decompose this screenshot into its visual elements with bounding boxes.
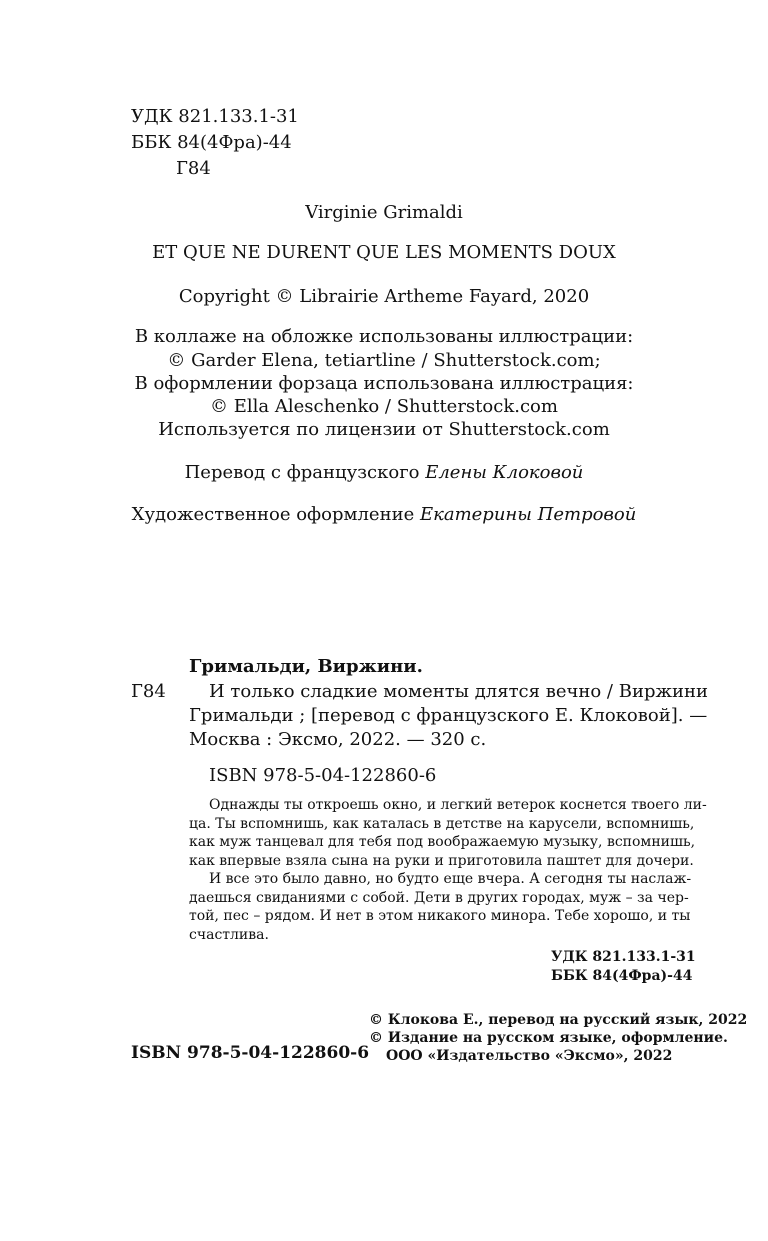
annotation-line: счастлива. — [189, 926, 269, 943]
udk-code: УДК 821.133.1-31 — [131, 106, 299, 127]
isbn-bottom: ISBN 978-5-04-122860-6 — [131, 1043, 370, 1063]
annotation — [189, 796, 707, 944]
original-copyright: Copyright © Librairie Artheme Fayard, 2020 — [178, 286, 590, 307]
annotation-line: как впервые взяла сына на руки и приготовила паштет для дочери. — [189, 852, 694, 869]
illustration-line-1: В коллаже на обложке использованы иллюстрации: — [134, 326, 634, 347]
author-mark: Г84 — [176, 158, 211, 179]
footer-udk: УДК 821.133.1-31 — [551, 949, 696, 965]
entry-line-1: И только сладкие моменты длятся вечно / Виржини — [209, 681, 709, 702]
annotation-line: как муж танцевал для тебя под воображаемую музыку, вспомнишь, — [189, 834, 696, 850]
entry-heading: Гримальди, Виржини. — [189, 656, 423, 677]
copyright-publisher: ООО «Издательство «Эксмо», 2022 — [386, 1048, 673, 1064]
design-prefix: Художественное оформление — [131, 504, 420, 525]
illustration-line-2: © Garder Elena, tetiartline / Shutterstock.com; — [167, 350, 601, 371]
entry-mark: Г84 — [131, 681, 166, 702]
illustration-line-3: В оформлении форзаца использована иллюстрация: — [134, 373, 634, 394]
design-credit — [0, 503, 768, 527]
original-author: Virginie Grimaldi — [305, 202, 463, 223]
copyright-edition: © Издание на русском языке, оформление. — [369, 1030, 728, 1046]
footer-bbk: ББК 84(4Фра)-44 — [551, 968, 693, 984]
annotation-line: Однажды ты откроешь окно, и легкий ветерок коснется твоего ли- — [209, 797, 707, 813]
translation-credit — [0, 461, 768, 485]
bbk-code: ББК 84(4Фра)-44 — [131, 132, 292, 153]
annotation-line: И все это было давно, но будто еще вчера. А сегодня ты наслаж- — [209, 871, 692, 887]
annotation-line: той, пес – рядом. И нет в этом никакого минора. Тебе хорошо, и ты — [189, 908, 691, 924]
entry-isbn: ISBN 978-5-04-122860-6 — [209, 765, 437, 786]
annotation-line: ца. Ты вспомнишь, как каталась в детстве на карусели, вспомнишь, — [189, 815, 695, 832]
annotation-line: даешься свиданиями с собой. Дети в других городах, муж – за чер- — [189, 889, 689, 906]
entry-line-3: Москва : Эксмо, 2022. — 320 с. — [189, 729, 487, 750]
translation-prefix: Перевод с французского — [184, 462, 426, 483]
copyright-translation: © Клокова Е., перевод на русский язык, 2022 — [369, 1012, 748, 1028]
designer-name: Екатерины Петровой — [419, 504, 637, 525]
illustration-line-4: © Ella Aleschenko / Shutterstock.com — [210, 396, 558, 417]
original-title: ET QUE NE DURENT QUE LES MOMENTS DOUX — [152, 242, 616, 263]
translator-name: Елены Клоковой — [425, 462, 584, 483]
illustration-line-5: Используется по лицензии от Shutterstock.com — [158, 419, 610, 440]
entry-line-2: Гримальди ; [перевод с французского Е. Клоковой]. — — [189, 705, 708, 726]
